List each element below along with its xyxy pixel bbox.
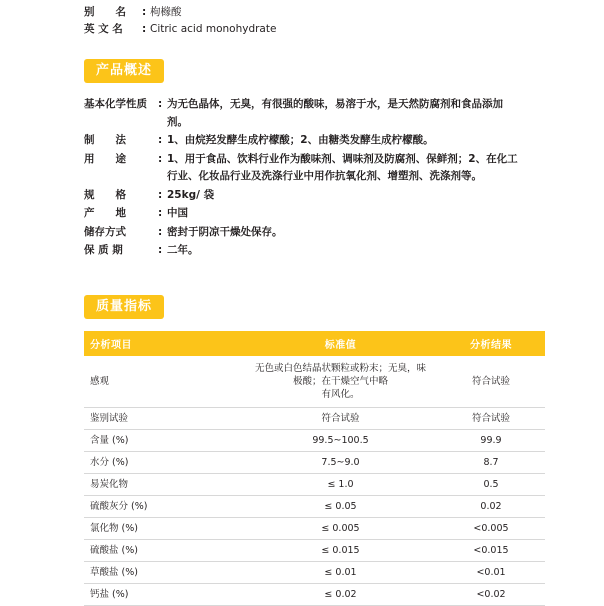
column-header-item: 分析项目 <box>84 331 244 356</box>
alias-value: 枸橼酸 <box>150 6 182 18</box>
overview-colon: : <box>158 134 163 146</box>
cell-standard: ≤ 0.01 <box>244 561 437 583</box>
alias-label: 别 名 <box>84 6 126 18</box>
overview-row <box>84 224 520 242</box>
alias-colon: : <box>142 6 147 18</box>
overview-colon: : <box>158 98 163 110</box>
cell-result: 符合试验 <box>437 407 545 429</box>
cell-item: 水分 (%) <box>84 451 244 473</box>
overview-text-shelflife: 二年。 <box>167 244 199 256</box>
overview-label-chemistry: 基本化学性质 <box>84 98 147 110</box>
overview-row <box>84 151 520 186</box>
overview-colon: : <box>158 244 163 256</box>
overview-text-storage: 密封于阴凉干燥处保存。 <box>167 225 283 238</box>
cell-result: 符合试验 <box>437 356 545 408</box>
cell-standard: ≤ 0.05 <box>244 495 437 517</box>
cell-item: 感观 <box>84 356 244 408</box>
overview-row <box>84 205 520 223</box>
overview-label-origin: 产 地 <box>84 207 126 219</box>
cell-item: 硫酸灰分 (%) <box>84 495 244 517</box>
english-name-label: 英 文 名 <box>84 23 123 35</box>
cell-result: <0.01 <box>437 561 545 583</box>
quality-section <box>84 295 520 606</box>
cell-standard: ≤ 0.015 <box>244 539 437 561</box>
overview-colon: : <box>158 207 163 219</box>
cell-item: 氯化物 (%) <box>84 517 244 539</box>
quality-section-title: 质量指标 <box>84 295 164 319</box>
table-row <box>84 561 545 583</box>
cell-standard <box>244 356 437 408</box>
cell-standard: ≤ 0.02 <box>244 583 437 605</box>
cell-result: 0.02 <box>437 495 545 517</box>
overview-text-spec: 25kg/ 袋 <box>167 188 215 201</box>
cell-item: 钙盐 (%) <box>84 583 244 605</box>
table-row <box>84 473 545 495</box>
cell-result: 99.9 <box>437 429 545 451</box>
table-row <box>84 539 545 561</box>
overview-label-usage: 用 途 <box>84 152 126 165</box>
overview-colon: : <box>158 152 163 165</box>
cell-standard: 7.5~9.0 <box>244 451 437 473</box>
overview-text-method: 1、由烷羟发酵生成柠檬酸；2、由糖类发酵生成柠檬酸。 <box>167 134 434 146</box>
quality-table-header-row <box>84 331 545 356</box>
cell-standard: 符合试验 <box>244 407 437 429</box>
cell-item: 含量 (%) <box>84 429 244 451</box>
overview-colon: : <box>158 188 163 201</box>
cell-result: <0.005 <box>437 517 545 539</box>
english-name-value: Citric acid monohydrate <box>150 23 277 35</box>
header-row <box>84 21 520 38</box>
overview-section-title: 产品概述 <box>84 59 164 83</box>
english-name-colon: : <box>142 23 147 35</box>
standard-line: 有风化。 <box>321 388 360 400</box>
quality-table <box>84 331 545 606</box>
header-row <box>84 4 520 21</box>
overview-label-storage: 储存方式 <box>84 225 126 238</box>
cell-standard: 99.5~100.5 <box>244 429 437 451</box>
overview-row <box>84 96 520 131</box>
overview-row <box>84 242 520 260</box>
table-row <box>84 451 545 473</box>
cell-item: 硫酸盐 (%) <box>84 539 244 561</box>
overview-text-chemistry: 为无色晶体，无臭，有很强的酸味，易溶于水，是天然防腐剂和食品添加剂。 <box>167 98 503 128</box>
table-row <box>84 495 545 517</box>
cell-result: 0.5 <box>437 473 545 495</box>
cell-result: <0.02 <box>437 583 545 605</box>
quality-table-body <box>84 356 545 606</box>
overview-text-usage: 1、用于食品、饮料行业作为酸味剂、调味剂及防腐剂、保鲜剂；2、在化工行业、化妆品行业及洗涤行业中用作抗氧化剂、增塑剂、洗涤剂等。 <box>167 152 518 182</box>
table-row <box>84 356 545 408</box>
overview-row <box>84 187 520 205</box>
table-row <box>84 583 545 605</box>
cell-standard: ≤ 0.005 <box>244 517 437 539</box>
overview-row <box>84 132 520 150</box>
cell-item: 鉴别试验 <box>84 407 244 429</box>
cell-item: 草酸盐 (%) <box>84 561 244 583</box>
table-row <box>84 429 545 451</box>
column-header-result: 分析结果 <box>437 331 545 356</box>
cell-item: 易炭化物 <box>84 473 244 495</box>
cell-result: <0.015 <box>437 539 545 561</box>
standard-line: 无色或白色结晶状颗粒或粉末；无臭，味 <box>254 362 426 374</box>
cell-standard: ≤ 1.0 <box>244 473 437 495</box>
overview-text-origin: 中国 <box>167 207 188 219</box>
standard-line: 极酸；在干燥空气中略 <box>292 375 388 387</box>
overview-section <box>84 59 520 260</box>
header-name-rows <box>84 0 520 38</box>
overview-label-shelflife: 保 质 期 <box>84 244 123 256</box>
cell-result: 8.7 <box>437 451 545 473</box>
table-row <box>84 407 545 429</box>
overview-body <box>84 96 520 260</box>
table-row <box>84 517 545 539</box>
overview-label-method: 制 法 <box>84 134 126 146</box>
overview-label-spec: 规 格 <box>84 188 126 201</box>
quality-table-head <box>84 331 545 356</box>
column-header-standard: 标准值 <box>244 331 437 356</box>
overview-colon: : <box>158 225 163 238</box>
